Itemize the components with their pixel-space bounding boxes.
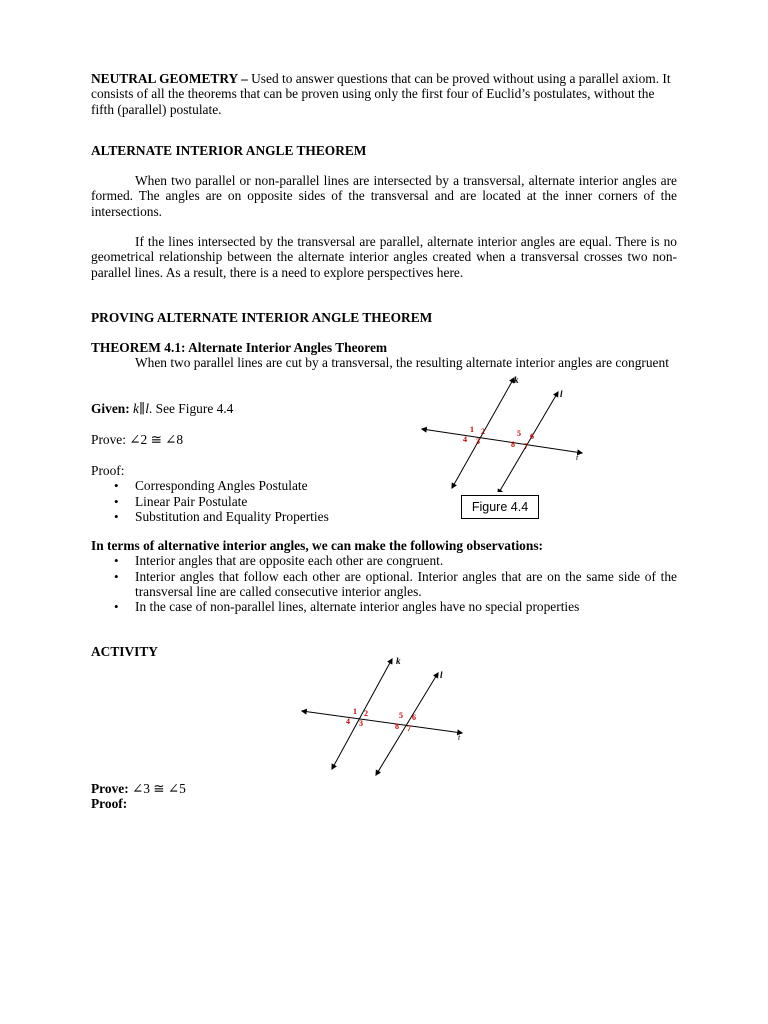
observations-heading: In terms of alternative interior angles, we can make the following observations: — [91, 538, 543, 553]
proof-item: • Linear Pair Postulate — [135, 494, 391, 509]
activity-label-k: k — [396, 656, 401, 666]
observations-list — [91, 553, 677, 614]
activity-angle-label-4: 4 — [346, 717, 350, 726]
angle-label-7: 7 — [524, 442, 528, 451]
activity-angle-label-2: 2 — [364, 709, 368, 718]
intro-paragraph — [91, 71, 677, 117]
activity-angle-label-8: 8 — [395, 722, 399, 731]
proof-item: • Corresponding Angles Postulate — [135, 478, 391, 493]
theorem-text: When two parallel lines are cut by a transversal, the resulting alternate interior angles are congruent — [135, 355, 669, 371]
activity-angle-label-1: 1 — [353, 707, 357, 716]
section-heading-proving: PROVING ALTERNATE INTERIOR ANGLE THEOREM — [91, 310, 433, 325]
prove-statement: Prove: ∠2 ≅ ∠8 — [91, 432, 184, 447]
observation-item: • In the case of non-parallel lines, alternate interior angles have no special properties — [135, 599, 677, 614]
angle-label-5: 5 — [517, 429, 521, 438]
angle-label-2: 2 — [481, 427, 485, 436]
theorem-title: THEOREM 4.1: Alternate Interior Angles Theorem — [91, 340, 388, 355]
section1-paragraph-1: When two parallel or non-parallel lines are intersected by a transversal, alternate interior angles are formed. The angles are on opposite sides of the transversal and are located at the inner corners of the intersections. — [91, 173, 677, 219]
given-line: Given: k∥l. See Figure 4.4 — [91, 401, 234, 416]
activity-angle-label-5: 5 — [399, 711, 403, 720]
figure-caption: Figure 4.4 — [461, 495, 539, 519]
activity-angle-label-6: 6 — [412, 713, 416, 722]
observation-item: • Interior angles that are opposite each other are congruent. — [135, 553, 677, 568]
label-l: l — [560, 389, 563, 399]
angle-label-4: 4 — [463, 435, 467, 444]
activity-angle-label-7: 7 — [407, 724, 411, 733]
activity-angle-label-3: 3 — [359, 719, 363, 728]
angle-label-1: 1 — [470, 425, 474, 434]
intro-text: Used to answer questions that can be proved without using a parallel axiom. It consists of all the theorems that can be proven using only the first four of Euclid’s postulates, without the fifth (parallel) postulate. — [91, 71, 671, 117]
activity-transversal-t — [302, 711, 462, 733]
activity-label-t: t — [458, 733, 461, 742]
angle-label-8: 8 — [511, 440, 515, 449]
activity-proof-label: Proof: — [91, 796, 128, 812]
intro-heading: NEUTRAL GEOMETRY – — [91, 71, 248, 86]
angle-label-6: 6 — [530, 432, 534, 441]
activity-prove-line: Prove: ∠3 ≅ ∠5 — [91, 781, 186, 796]
label-k: k — [514, 375, 519, 385]
activity-heading: ACTIVITY — [91, 644, 158, 659]
transversal-line-t — [422, 429, 582, 453]
observation-item: • Interior angles that follow each other are optional. Interior angles that are on the same side of the transversal line are called consecutive interior angles. — [135, 569, 677, 600]
activity-line-k — [332, 659, 392, 769]
activity-label-l: l — [440, 670, 443, 680]
proof-list — [91, 478, 391, 524]
figure-4-4-diagram — [418, 372, 588, 492]
label-t: t — [576, 453, 579, 462]
proof-item: • Substitution and Equality Properties — [135, 509, 391, 524]
proof-label: Proof: — [91, 463, 125, 478]
angle-label-3: 3 — [476, 437, 480, 446]
activity-diagram — [298, 653, 470, 778]
section1-paragraph-2: If the lines intersected by the transversal are parallel, alternate interior angles are equal. There is no geometrical relationship between the alternate interior angles created when a transversal crosses two non-parallel lines. As a result, there is a need to explore perspectives here. — [91, 234, 677, 280]
section-heading-alternate-interior: ALTERNATE INTERIOR ANGLE THEOREM — [91, 143, 367, 158]
